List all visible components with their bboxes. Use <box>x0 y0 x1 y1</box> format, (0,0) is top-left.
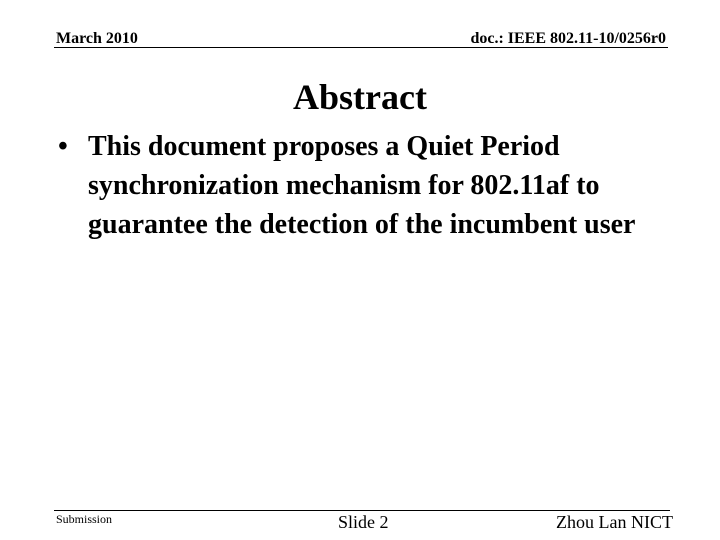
bullet-icon: • <box>58 131 68 162</box>
header-divider <box>54 47 668 48</box>
footer-submission: Submission <box>56 512 113 526</box>
bullet-text: This document proposes a Quiet Period synchronization mechanism for 802.11af to guarantee the detection of the incumbent user <box>88 131 636 240</box>
bullet-list <box>58 127 698 244</box>
bullet-item <box>58 127 698 244</box>
header-date: March 2010 <box>56 30 138 47</box>
footer-slide-number: Slide 2 <box>338 512 389 532</box>
header-doc-id: doc.: IEEE 802.11-10/0256r0 <box>470 30 666 47</box>
slide-title: Abstract <box>293 77 427 117</box>
footer-author: Zhou Lan NICT <box>556 512 673 532</box>
